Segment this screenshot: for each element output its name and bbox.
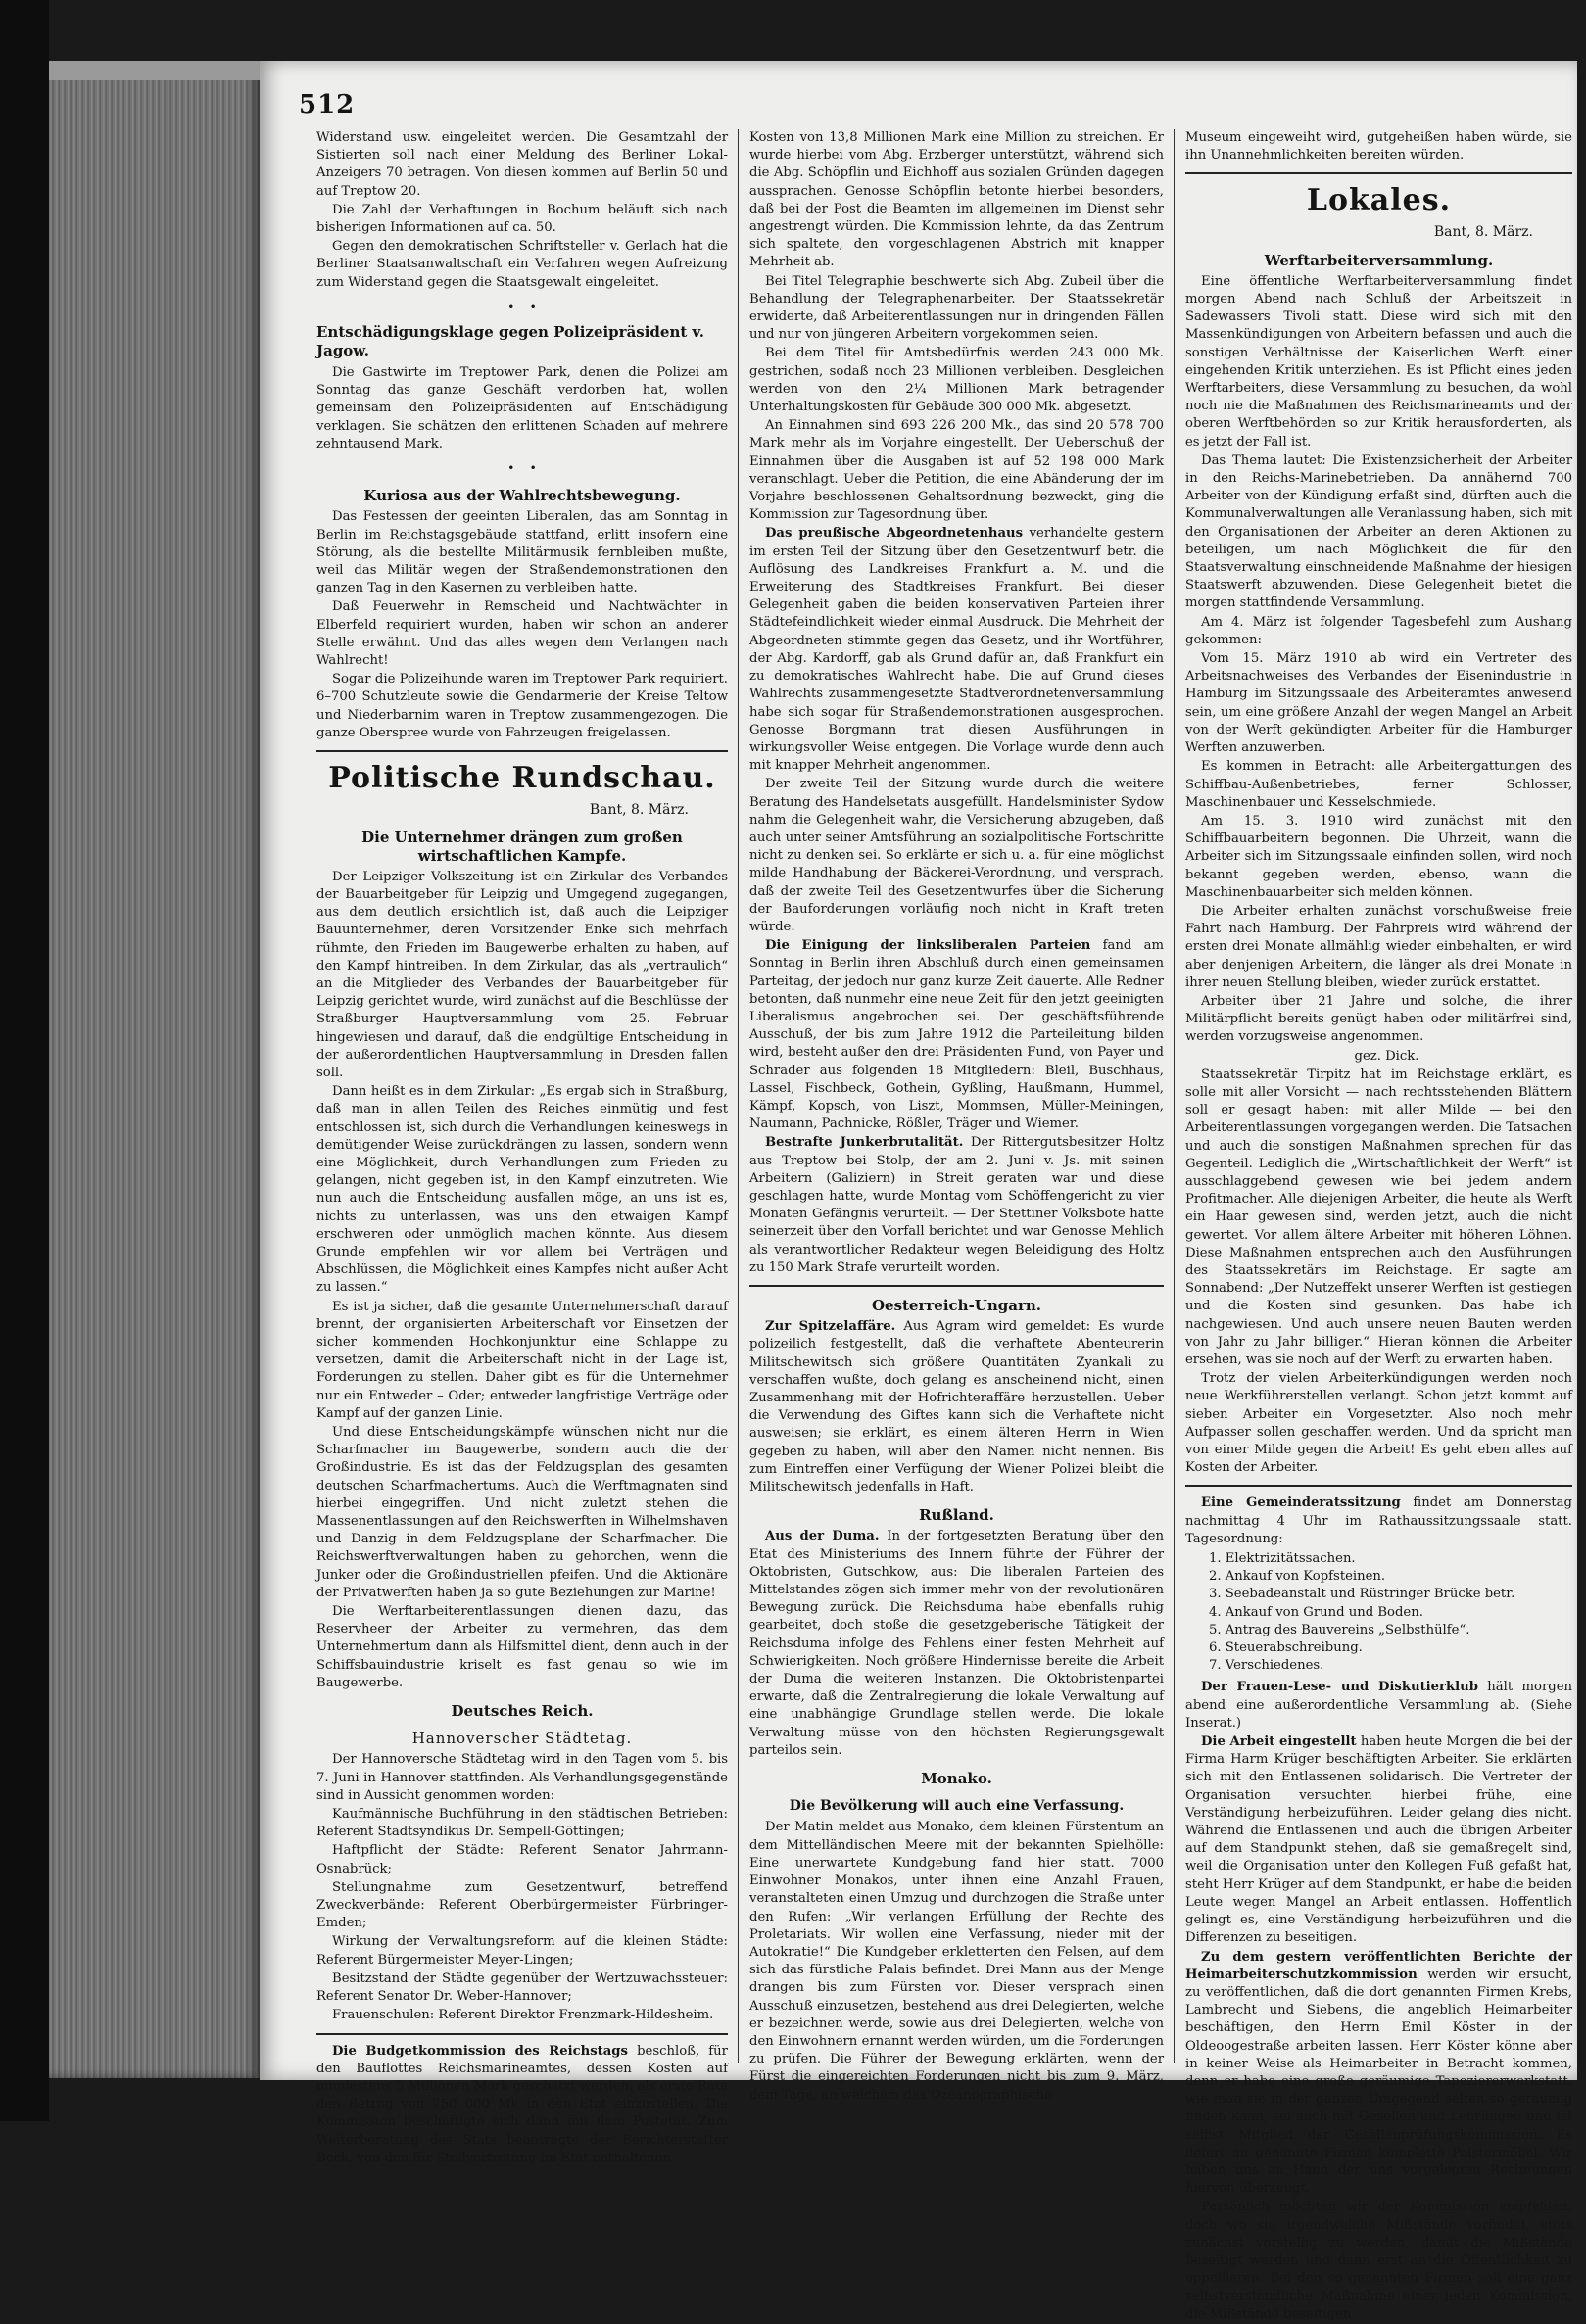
lead-phrase: Aus der Duma.	[765, 1529, 880, 1544]
paragraph	[749, 1528, 1164, 1760]
column-rule	[1174, 129, 1175, 2063]
section-masthead: Politische Rundschau.	[328, 761, 716, 796]
section-rule	[1185, 172, 1572, 174]
section-heading: Entschädigungsklage gegen Polizeipräsident v. Jagow.	[316, 323, 704, 360]
paragraph: Wirkung der Verwaltungsreform auf die kleinen Städte: Referent Bürgermeister Meyer-Lingen;	[316, 1934, 728, 1968]
paragraph-body: findet am Donnerstag nachmittag 4 Uhr im Rathaussitzungssaale statt. Tagesordnung:	[1185, 1495, 1572, 1546]
list-item: 7. Verschiedenes.	[1209, 1658, 1324, 1674]
paragraph: Persönlich möchten wir der Kommission empfehlen, doch wo sie irgendwelche Mißstände vorfindet, stets zunächst vorstellig zu werden, damit die Mißstände beseitigt werden und dann erst an die Öffentlichkeit zu appellieren. Bei den so genannten Firmen soll eine ganz selbstverständliche Maßnahme einer jeden Kommission, die Mißstände beseitigen	[1185, 2200, 1572, 2322]
paragraph-body: haben heute Morgen die bei der Firma Harm Krüger beschäftigten Arbeiter. Sie erklärten sich mit den Entlassenen solidarisch. Die Vertreter der Organisation versuchten hierbei frühe, eine Verständigung herbeizuführen. Leider gelang dies nicht. Während die Entlassenen und auch die übrigen Arbeiter auf dem Standpunkt stehen, daß sie gemaßregelt sind, weil die Organisation unter den Kollegen Fuß gefaßt hat, steht Herr Krüger auf dem Standpunkt, er habe die beiden Leute wegen Mangel an Arbeit entlassen. Hoffentlich gelingt es, eine Verständigung herbeizuführen und die Differenzen zu beseitigen.	[1185, 1734, 1572, 1946]
paragraph: Die Gastwirte im Treptower Park, denen die Polizei am Sonntag das ganze Geschäft verdorben hat, wollen gemeinsam den Polizeipräsidenten auf Entschädigung verklagen. Sie schätzen den erlittenen Schaden auf mehrere zehntausend Mark.	[316, 365, 728, 451]
list-item: 4. Ankauf von Grund und Boden.	[1209, 1604, 1423, 1620]
paragraph	[749, 1318, 1164, 1496]
column-3	[1185, 129, 1572, 2322]
section-rule	[1185, 1485, 1572, 1487]
paragraph: Trotz der vielen Arbeiterkündigungen werden noch neue Werkführerstellen verlangt. Schon jetzt kommt auf sieben Arbeiter ein Vorgesetzter. Also noch mehr Aufpasser sollen geschaffen werden. Und da spricht man von einer Milde gegen die Arbeit! Es geht eben alles auf Kosten der Arbeiter.	[1185, 1371, 1572, 1476]
section-heading: Rußland.	[919, 1506, 994, 1525]
paragraph: Gegen den demokratischen Schriftsteller v. Gerlach hat die Berliner Staatsanwaltschaft ein Verfahren wegen Aufreizung zum Widerstand gegen die Staatsgewalt eingeleitet.	[316, 239, 728, 290]
list-item: 3. Seebadeanstalt und Rüstringer Brücke betr.	[1209, 1587, 1515, 1602]
lead-phrase: Eine Gemeinderatssitzung	[1201, 1495, 1401, 1511]
paragraph: Vom 15. März 1910 ab wird ein Vertreter des Arbeitsnachweises des Verbandes der Eisenindustrie in Hamburg im Sitzungssaale des Arbeiteramtes anwesend sein, um eine größere Anzahl der wegen Mangel an Arbeit von der Werft gekündigten Arbeiter für die Hamburger Werften anzuwerben.	[1185, 651, 1572, 756]
column-1	[316, 129, 728, 2165]
page-number: 512	[299, 90, 356, 119]
subheading: Hannoverscher Städtetag.	[411, 1730, 633, 1748]
lead-phrase: Das preußische Abgeordnetenhaus	[765, 526, 1024, 542]
paragraph-body: Der Rittergutsbesitzer Holtz aus Treptow bei Stolp, der am 2. Juni v. Js. mit seinen Arbeitern (Galiziern) in Streit geraten war und diese geschlagen hatte, wurde Montag vom Schöffengericht zu vier Monaten Gefängnis verurteilt. — Der Stettiner Volksbote hatte seinerzeit über den Vorfall berichtet und war Genosse Mehlich als verantwortlicher Redakteur wegen Beleidigung des Holtz zu 150 Mark Strafe verurteilt worden.	[749, 1135, 1164, 1275]
article-headline: Werftarbeiterversammlung.	[1264, 251, 1494, 269]
paragraph: Frauenschulen: Referent Direktor Frenzmark-Hildesheim.	[332, 2008, 714, 2023]
paragraph-body: beschloß, für den Bauflottes Reichsmarineamtes, dessen Kosten auf mindestens 5 Millionen Mark geschätzt werden, als erste Rate den Betrag von 750 000 Mk in den Etat einzustellen. Die Kommission beschäftigte sich dann mit dem Postetat. Zum Weiterberatung des Stats beantragte der Berichterstatter Beck, von den für Stellvertretung im Etat enthaltenen	[316, 2043, 728, 2165]
book-page-stack	[49, 61, 260, 2078]
paragraph-body: werden wir ersucht, zu veröffentlichen, daß die dort genannten Firmen Krebs, Lambrecht und Siebens, die angeblich Heimarbeiter beschäftigen, den Herrn Emil Köster in der Oldeoogestraße arbeiten lassen. Herr Köster könne aber in keiner Weise als Heimarbeiter in Betracht kommen, denn er habe eine große geräumige Tapeziererwerkstatt, wie man sie in der ganzen Umgegend selten so geräumig finden kann, sei auch mit Gesellen und Lehrlingen und ist selbst Mitglied der Gesellenprüfungskommission. Es liefert an genannte Firmen komplette Polstermöbel. Wir haben uns an Hand der uns vorgelegten Rechnungen hiervon überzeugt.	[1185, 1967, 1572, 2197]
agenda-list	[1185, 1550, 1572, 1675]
dateline: Bant, 8. März.	[1433, 224, 1533, 241]
lead-phrase: Zu dem gestern veröffentlichten Berichte der Heimarbeiterschutzkommission	[1185, 1949, 1572, 1982]
column-2	[749, 129, 1165, 2103]
paragraph: Daß Feuerwehr in Remscheid und Nachtwächter in Elberfeld requiriert wurden, haben wir schon an anderer Stelle erwähnt. Und das alles wegen dem Verlangen nach Wahlrecht!	[316, 599, 728, 669]
paragraph: Das Festessen der geeinten Liberalen, das am Sonntag in Berlin im Reichstagsgebäude stattfand, erlitt insofern eine Störung, als die bestellte Militärmusik fernbleiben mußte, weil das Militär wegen der Straßendemonstrationen den ganzen Tag in den Kasernen zu verbleiben hatte.	[316, 509, 728, 596]
lead-phrase: Die Arbeit eingestellt	[1201, 1734, 1357, 1750]
paragraph: Staatssekretär Tirpitz hat im Reichstage erklärt, es solle mit aller Vorsicht — nach rechtsstehenden Blättern soll er gesagt haben: mit aller Milde — bei den Arbeiterentlassungen vorgegangen werden. Die Tatsachen und auch die sonstigen Maßnahmen sprechen für das Gegenteil. Lediglich die „Wirtschaftlichkeit der Werft“ ist ausschlaggebend gewesen wie bei jedem andern Profitmacher. Alle diejenigen Arbeiter, die heute als Werft ein Haar gewesen sind, werden jetzt, auch die nicht gewertet. Vor allem ältere Arbeiter mit höheren Löhnen. Diese Maßnahmen entsprechen auch den Ausführungen des Staatssekretärs im Reichstage. Er sagte am Sonnabend: „Der Nutzeffekt unserer Werften ist gestiegen und die Kosten sind gesunken. Das habe ich nachgewiesen. Und auch unsere neuen Bauten werden von Jahr zu Jahr billiger.“ Hieran können die Arbeiter ersehen, was sie noch auf der Werft zu erwarten haben.	[1185, 1067, 1572, 1367]
paragraph: Der zweite Teil der Sitzung wurde durch die weitere Beratung des Handelsetats ausgefüllt. Handelsminister Sydow nahm die Gelegenheit wahr, die Versicherung abzugeben, daß auch unter seiner Amtsführung an sozialpolitische Fortschritte nicht zu denken sei. So erklärte er sich u. a. für eine möglichst milde Handhabung der Bäckerei-Verordnung, und versprach, daß der zweite Teil des Gesetzentwurfes über die Sicherung der Bauforderungen vorläufig noch nicht in Kraft treten würde.	[749, 777, 1164, 934]
paragraph: Bei dem Titel für Amtsbedürfnis werden 243 000 Mk. gestrichen, sodaß noch 23 Millionen verbleiben. Desgleichen werden von den 2¼ Millionen Mark betragender Unterhaltungskosten für Gebäude 300 000 Mk. abgesetzt.	[749, 346, 1164, 415]
paragraph: Das Thema lautet: Die Existenzsicherheit der Arbeiter in den Reichs-Marinebetrieben. Da annähernd 700 Arbeiter von der Kündigung erfaßt sind, dürften auch die Kommunalverwaltungen alle Veranlassung haben, sich mit den Organisationen der Arbeiter an deren Aktionen zu beteiligen, um nach Möglichkeit die für den Staatsverwaltung einschneidende Maßnahme der hiesigen Staatswerft abzuwenden. Diese Gelegenheit bietet die morgen stattfindende Versammlung.	[1185, 452, 1572, 611]
scan-border	[0, 0, 49, 2121]
separator: • •	[507, 299, 537, 313]
paragraph	[316, 2043, 728, 2167]
section-heading: Kuriosa aus der Wahlrechtsbewegung.	[363, 487, 681, 505]
paragraph-body: Aus Agram wird gemeldet: Es wurde polizeilich festgestellt, daß die verhaftete Abenteurerin Militschewitsch sich größere Quantitäten Zyankali zu verschaffen wußte, doch gelang es anscheinend nicht, einen Zusammenhang mit der Hofrichteraffäre herzustellen. Ueber die Verwendung des Giftes kann sich die Verhaftete nicht ausweisen; sie erklärt, es einem älteren Herrn in Wien gegeben zu haben, will aber den Namen nicht nennen. Bis zum Eintreffen einer Verfügung der Wiener Polizei bleibt die Militschewitsch jedenfalls in Haft.	[749, 1319, 1164, 1495]
paragraph: Der Leipziger Volkszeitung ist ein Zirkular des Verbandes der Bauarbeitgeber für Leipzig und Umgegend zugegangen, aus dem deutlich ersichtlich ist, daß auch die Leipziger Bauunternehmer, deren Vorsitzender Enke sich mehrfach rühmte, den Frieden im Baugewerbe erhalten zu haben, auf den Kampf hintreiben. In dem Zirkular, das als „vertraulich“ an die Mitglieder des Verbandes der Bauarbeitgeber für Leipzig gerichtet wurde, wird zunächst auf die Beschlüsse der Straßburger Hauptversammlung vom 25. Februar hingewiesen und darauf, daß die endgültige Entscheidung in der außerordentlichen Hauptversammlung in Dresden fallen soll.	[316, 869, 728, 1080]
section-heading: Oesterreich-Ungarn.	[871, 1297, 1042, 1314]
paragraph: Kosten von 13,8 Millionen Mark eine Million zu streichen. Er wurde hierbei vom Abg. Erzberger unterstützt, während sich die Abg. Schöpflin und Eichhoff aus sozialen Gründen dagegen aussprachen. Genosse Schöpflin betonte hierbei besonders, daß bei der Post die Beamten im allgemeinen im Dienst sehr angestrengt würden. Die Kommission lehnte, da das Zentrum sich spaltete, den vorgeschlagenen Abstrich mit knapper Mehrheit ab.	[749, 130, 1164, 270]
paragraph: Die Arbeiter erhalten zunächst vorschußweise freie Fahrt nach Hamburg. Der Fahrpreis wird während der ersten drei Monate allmählig wieder einbehalten, er wird aber denjenigen Arbeitern, die länger als drei Monate in ihrer neuen Stellung bleiben, wieder zurück erstattet.	[1185, 903, 1572, 990]
list-item: 6. Steuerabschreibung.	[1209, 1640, 1363, 1656]
list-item: 2. Ankauf von Kopfsteinen.	[1209, 1569, 1386, 1585]
paragraph: Kaufmännische Buchführung in den städtischen Betrieben: Referent Stadtsyndikus Dr. Sempell-Göttingen;	[316, 1807, 728, 1840]
paragraph: Am 4. März ist folgender Tagesbefehl zum Aushang gekommen:	[1185, 614, 1572, 647]
dateline: Bant, 8. März.	[589, 802, 689, 819]
paragraph: Dann heißt es in dem Zirkular: „Es ergab sich in Straßburg, daß man in allen Teilen des Reiches einmütig und fest entschlossen ist, sich durch die Verhandlungen keineswegs in demütigender Weise zurückdrängen zu lassen, sondern wenn eine Möglichkeit, durch Verhandlungen zum Frieden zu gelangen, nicht gegeben ist, in den Kampf einzutreten. Wie nun auch die Entscheidung ausfallen möge, an uns ist es, nichts zu unterlassen, was uns den etwaigen Kampf erschweren oder unmöglich machen könnte. Aus diesem Grunde empfehlen wir vor allem bei Verträgen und Abschlüssen, die Möglichkeit eines Kampfes nicht außer Acht zu lassen.“	[316, 1084, 728, 1296]
paragraph: Es ist ja sicher, daß die gesamte Unternehmerschaft darauf brennt, der organisierten Arbeiterschaft vor Einsetzen der sicher kommenden Hochkonjunktur eine Schlappe zu versetzen, damit die Arbeiterschaft nicht in der Lage ist, Forderungen zu stellen. Daher gibt es für die Unternehmer nur ein Entweder – Oder; entweder langfristige Verträge oder Kampf auf der ganzen Linie.	[316, 1299, 728, 1421]
paragraph: Der Hannoversche Städtetag wird in den Tagen vom 5. bis 7. Juni in Hannover stattfinden. Als Verhandlungsgegenstände sind in Aussicht genommen worden:	[316, 1752, 728, 1803]
lead-phrase: Zur Spitzelaffäre.	[765, 1319, 896, 1335]
section-rule	[316, 750, 728, 752]
newspaper-page	[260, 61, 1577, 2322]
paragraph-body: verhandelte gestern im ersten Teil der Sitzung über den Gesetzentwurf betr. die Auflösung des Landkreises Frankfurt a. M. und die Erweiterung des Stadtkreises Frankfurt. Bei dieser Gelegenheit gaben die beiden konservativen Parteien ihrer Städtefeindlichkeit wieder einmal Ausdruck. Die Mehrheit der Abgeordneten stimmte gegen das Gesetz, und ihr Wortführer, der Abg. Kardorff, gab als Grund dafür an, daß Frankfurt ein zu demokratisches Wahlrecht habe. Die auf Grund dieses Wahlrechts zusammengesetzte Stadtverordnetenversammlung habe sich sogar für Straßendemonstrationen ausgesprochen. Genosse Borgmann trat diesen Ausführungen in wirkungsvoller Weise entgegen. Die Vorlage wurde denn auch mit knapper Mehrheit angenommen.	[749, 526, 1165, 774]
paragraph: Die Zahl der Verhaftungen in Bochum beläuft sich nach bisherigen Informationen auf ca. 50.	[316, 202, 728, 236]
paragraph: Sogar die Polizeihunde waren im Treptower Park requiriert. 6–700 Schutzleute sowie die Gendarmerie der Kreise Teltow und Niederbarnim waren in Treptow zusammengezogen. Die ganze Oberspree wurde von Fahrzeugen freigelassen.	[316, 672, 728, 740]
paragraph: Am 15. 3. 1910 wird zunächst mit den Schiffbauarbeitern begonnen. Die Uhrzeit, wann die Arbeiter sich im Sitzungssaale einfinden sollen, wird noch bekannt gegeben werden, ebenso, wann die Maschinenbauarbeiter sich melden können.	[1185, 813, 1572, 900]
paragraph-body: fand am Sonntag in Berlin ihren Abschluß durch einen gemeinsamen Parteitag, der jedoch nur ganz kurze Zeit dauerte. Alle Redner betonten, daß nunmehr eine neue Zeit für den jetzt geeinigten Liberalismus angebrochen sei. Der geschäftsführende Ausschuß, der bis zum Jahre 1912 die Parteileitung bilden wird, besteht außer den drei Präsidenten Fund, von Payer und Schrader aus folgenden 18 Mitgliedern: Bleil, Buschhaus, Lassel, Fischbeck, Gothein, Gyßling, Haußmann, Hummel, Kämpf, Kopsch, von Liszt, Mommsen, Müller-Meiningen, Naumann, Pachnicke, Rößler, Träger und Wiemer.	[749, 938, 1164, 1132]
article-headline: Die Unternehmer drängen zum großen wirtschaftlichen Kampfe.	[361, 829, 683, 865]
paragraph: Bei Titel Telegraphie beschwerte sich Abg. Zubeil über die Behandlung der Telegraphenarbeiter. Der Staatssekretär erwiderte, daß Arbeiterentlassungen nur in dringenden Fällen und nur von jüngeren Arbeitern vorgekommen seien.	[749, 273, 1164, 343]
paragraph: Es kommen in Betracht: alle Arbeitergattungen des Schiffbau-Außenbetriebes, ferner Schlosser, Maschinenbauer und Kesselschmiede.	[1185, 759, 1572, 810]
paragraph: Haftpflicht der Städte: Referent Senator Jahrmann-Osnabrück;	[316, 1843, 728, 1876]
paragraph: Eine öffentliche Werftarbeiterversammlung findet morgen Abend nach Schluß der Arbeitszeit in Sadewassers Tivoli statt. Diese wird sich mit den Massenkündigungen von Arbeitern befassen und auch die sonstigen Verhältnisse der Kaiserlichen Werft einer eingehenden Kritik unterziehen. Es ist Pflicht eines jeden Werftarbeiters, diese Versammlung zu besuchen, da wohl noch nie die Maßnahmen des Reichsmarineamts und der oberen Werftbehörden so zur Kritik herausforderten, als es jetzt der Fall ist.	[1185, 273, 1572, 450]
paragraph: Besitzstand der Städte gegenüber der Wertzuwachssteuer: Referent Senator Dr. Weber-Hannover;	[316, 1970, 728, 2005]
paragraph	[1185, 1733, 1572, 1947]
section-rule	[316, 2033, 728, 2035]
paragraph	[749, 525, 1164, 775]
paragraph	[1185, 1679, 1572, 1732]
paragraph: Museum eingeweiht wird, gutgeheißen haben würde, sie ihn Unannehmlichkeiten bereiten würden.	[1185, 130, 1572, 164]
paragraph	[749, 937, 1164, 1133]
paragraph: Die Werftarbeiterentlassungen dienen dazu, das Reservheer der Arbeiter zu vermehren, das dem Unternehmertum dann als Hilfsmittel dient, denn auch in der Schiffsbauindustrie kriselt es fast genau so wie im Baugewerbe.	[316, 1604, 728, 1690]
paragraph	[749, 1134, 1164, 1277]
paragraph: Stellungnahme zum Gesetzentwurf, betreffend Zweckverbände: Referent Oberbürgermeister Fürbringer-Emden;	[316, 1879, 728, 1931]
column-rule	[738, 129, 739, 2063]
paragraph	[1185, 1949, 1572, 2199]
lead-phrase: Die Budgetkommission des Reichstags	[332, 2043, 628, 2059]
lead-phrase: Die Einigung der linksliberalen Parteien	[765, 938, 1091, 954]
separator: • •	[507, 461, 537, 476]
article-headline: Die Bevölkerung will auch eine Verfassung.	[789, 1798, 1125, 1815]
paragraph-body: In der fortgesetzten Beratung über den Etat des Ministeriums des Innern führte der Führer der Oktobristen, Gutschkow, aus: Die liberalen Parteien des Mittelstandes zögen sich immer mehr von der revolutionären Bewegung zurück. Die Reichsduma habe ebenfalls ruhig gearbeitet, doch stoße die gesetzgeberische Tätigkeit der Reichsduma infolge des Fehlens einer festen Mehrheit auf Schwierigkeiten. Noch größere Hindernisse bereite die Arbeit der Duma die weiteren Instanzen. Die Oktobristenpartei erwarte, daß die Zentralregierung die lokale Verwaltung auf eine unabhängige Grundlage stellen werde. Die lokale Verwaltung müsse von den höchsten Regierungsgewalt parteilos sein.	[749, 1529, 1164, 1758]
paragraph: An Einnahmen sind 693 226 200 Mk., das sind 20 578 700 Mark mehr als im Vorjahre eingestellt. Der Ueberschuß der Einnahmen über die Ausgaben ist auf 52 198 000 Mark veranschlagt. Ueber die Petition, die eine Abänderung der im Vorjahre beschlossenen Gehaltsordnung bezweckt, ging die Kommission zur Tagesordnung über.	[749, 418, 1164, 523]
section-heading: Monako.	[921, 1770, 992, 1788]
paragraph: Der Matin meldet aus Monako, dem kleinen Fürstentum an dem Mittelländischen Meere mit der bekannten Spielhölle: Eine unerwartete Kundgebung fand hier statt. 7000 Einwohner Monakos, unter ihnen eine Anzahl Frauen, veranstalteten einen Umzug und durchzogen die Straße unter den Rufen: „Wir verlangen Erfüllung der Rechte des Proletariats. Wir wollen eine Verfassung, nieder mit der Autokratie!“ Die Kundgeber erkletterten den Felsen, auf dem sich das fürstliche Palais befindet. Drei Mann aus der Menge drangen bis zum Fürsten vor. Dieser versprach einen Ausschuß einzusetzen, bestehend aus drei Delegierten, welche er bezeichnen werde, sowie aus drei Delegierten, welche von den Einwohnern ernannt werden würden, um die Forderungen zu prüfen. Die Führer der Bewegung erklärten, wenn der Fürst die eingereichten Forderungen nicht bis zum 9. März, dem Tage, an welchem das Ozeanographische	[749, 1820, 1164, 2103]
paragraph: Und diese Entscheidungskämpfe wünschen nicht nur die Scharfmacher im Baugewerbe, sondern auch die der Großindustrie. Es ist das der Feldzugsplan des gesamten deutschen Scharfmachertums. Auch die Werftmagnaten sind hierbei eingegriffen. Und nicht zuletzt stehen die Massenentlassungen auf den Reichswerften in Wilhelmshaven und Danzig in dem Feldzugsplane der Scharfmacher. Die Reichswerftverwaltungen haben zu gehorchen, wenn die Junker oder die Großindustriellen pfeifen. Und die Aktionäre der Privatwerften haben ja so gute Beziehungen zur Marine!	[316, 1425, 728, 1600]
paragraph	[1185, 1494, 1572, 1548]
paragraph: Widerstand usw. eingeleitet werden. Die Gesamtzahl der Sistierten soll nach einer Meldung des Berliner Lokal-Anzeigers 70 betragen. Von diesen kommen auf Berlin 50 und auf Treptow 20.	[316, 130, 728, 199]
section-rule	[749, 1285, 1164, 1287]
book-page-stack-top	[49, 61, 274, 80]
list-item: 1. Elektrizitätssachen.	[1209, 1551, 1356, 1567]
section-heading: Deutsches Reich.	[451, 1702, 594, 1721]
lead-phrase: Der Frauen-Lese- und Diskutierklub	[1201, 1680, 1478, 1695]
lead-phrase: Bestrafte Junkerbrutalität.	[765, 1135, 964, 1151]
paragraph: Arbeiter über 21 Jahre und solche, die ihrer Militärpflicht bereits genügt haben oder militärfrei sind, werden vorzugsweise angenommen.	[1185, 993, 1572, 1045]
section-masthead: Lokales.	[1306, 183, 1452, 218]
list-item: 5. Antrag des Bauvereins „Selbsthülfe“.	[1209, 1622, 1470, 1637]
signature: gez. Dick.	[1354, 1048, 1419, 1064]
paragraph-body: hält morgen abend eine außerordentliche Versammlung ab. (Siehe Inserat.)	[1185, 1680, 1572, 1731]
